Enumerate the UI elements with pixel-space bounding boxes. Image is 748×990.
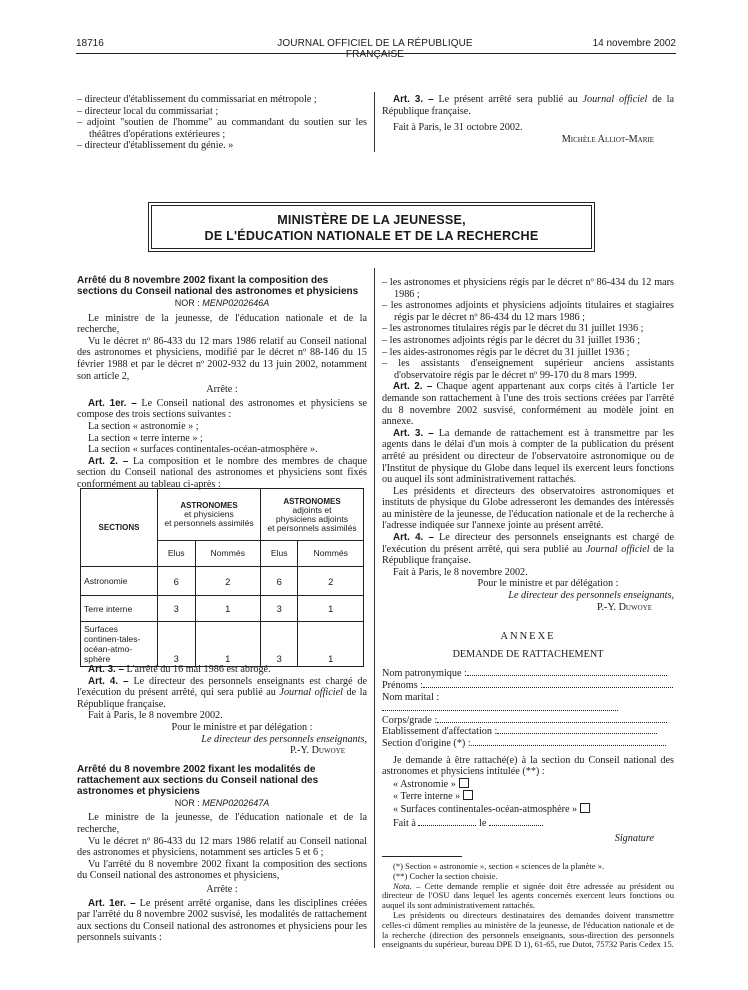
field-label: Section d'origine (*) : bbox=[382, 737, 471, 749]
article-label: Art. 3. – bbox=[88, 664, 124, 675]
fait-line: Fait à Paris, le 8 novembre 2002. bbox=[88, 710, 223, 722]
checkbox[interactable] bbox=[463, 790, 473, 800]
row-label: Terre interne bbox=[81, 596, 158, 622]
checkbox[interactable] bbox=[459, 778, 469, 788]
director-line: Le directeur des personnels enseignants, bbox=[201, 733, 367, 745]
list-item: – les assistants d'enseignement supérieur anciens assistants d'observatoire régis par le décret nº 99-170 du 8 mars 1999. bbox=[382, 358, 674, 381]
footnote: (**) Cocher la section choisie. bbox=[393, 870, 498, 881]
arrete-1-upper bbox=[77, 275, 367, 491]
table-header-group-1: ASTRONOMES et physiciens et personnels assimilés bbox=[158, 489, 261, 541]
option-label: « Surfaces continentales-océan-atmosphère » bbox=[393, 803, 578, 815]
nota-text: – Cette demande remplie et signée doit être adressée au président ou directeur de l'OSU dans lequel les agents concernés exercent leurs fonctions ou auquel ils sont administrativement rattachés. bbox=[382, 880, 674, 911]
nor-reference: NOR : MENP0202646A bbox=[174, 298, 270, 308]
form-field[interactable] bbox=[382, 738, 674, 750]
signatory: P.-Y. Duwoye bbox=[289, 745, 345, 757]
signatory: Michèle Alliot-Marie bbox=[561, 133, 654, 145]
article-text: La composition et le nombre des membres de chaque section du Conseil national des astronomes et physiciens sont fixés conformément au tableau ci-après : bbox=[77, 455, 367, 490]
list-item: – les astronomes adjoints et physiciens adjoints titulaires et stagiaires régis par le décret nº 86-434 du 12 mars 1986 ; bbox=[382, 300, 674, 323]
table-header-group-2: ASTRONOMES adjoints et physiciens adjoints et personnels assimilés bbox=[260, 489, 363, 541]
composition-table bbox=[80, 488, 364, 667]
article-text: Le présent arrêté organise, dans les disciplines créées par l'arrêté du 8 novembre 2002 susvisé, les modalités de rattachement aux sections du Conseil national des astronomes et physiciens pour les personnels suivants : bbox=[77, 897, 367, 944]
article-text: Chaque agent appartenant aux corps cités à l'article 1er demande son rattachement à l'une des trois sections créées par l'arrêté du 8 novembre 2002 susvisé, conformément au modèle joint en annexe. bbox=[382, 381, 674, 428]
checkbox[interactable] bbox=[580, 803, 590, 813]
article-text: La demande de rattachement est à transmettre par les agents dans le délai d'un mois à compter de la publication du présent arrêté au président ou directeur de l'observatoire astronomique ou de l'Institut de physique du Globe dans lequel ils exercent leurs fonctions ou auquel ils sont administrativement rattachés. bbox=[382, 427, 674, 486]
list-item: – les aides-astronomes régis par le décret du 31 juillet 1936 ; bbox=[382, 346, 630, 358]
list-item: – directeur d'établissement du génie. » bbox=[77, 140, 234, 152]
ministry-line-1: MINISTÈRE DE LA JEUNESSE, bbox=[277, 213, 466, 227]
article-text: Le Conseil national des astronomes et physiciens se compose des trois sections suivantes : bbox=[77, 397, 367, 421]
request-text: Je demande à être rattaché(e) à la section du Conseil national des astronomes et physiciens intitulée (**) : bbox=[382, 754, 674, 778]
arrete-title: Arrêté du 8 novembre 2002 fixant la composition des sections du Conseil national des astronomes et physiciens bbox=[77, 275, 359, 297]
field-label: Prénoms : bbox=[382, 680, 424, 691]
cell-value: 6 bbox=[260, 567, 298, 596]
nor-reference: NOR : MENP0202647A bbox=[174, 797, 270, 808]
option-label: « Astronomie » bbox=[393, 778, 456, 790]
director-line: Le directeur des personnels enseignants, bbox=[508, 590, 674, 602]
column-divider-main bbox=[374, 268, 375, 948]
option-terre-interne[interactable] bbox=[382, 790, 674, 803]
section-item: La section « astronomie » ; bbox=[88, 420, 199, 432]
list-item: – les astronomes adjoints régis par le décret du 31 juillet 1936 ; bbox=[382, 334, 641, 346]
field-label: Nom patronymique : bbox=[382, 668, 467, 680]
arrete-word: Arrête : bbox=[206, 883, 238, 895]
cell-value: 2 bbox=[298, 567, 364, 596]
cell-value: 3 bbox=[260, 596, 298, 622]
option-label: « Terre interne » bbox=[393, 791, 461, 803]
field-label: Corps/grade : bbox=[382, 714, 438, 726]
nor-code: MENP0202646A bbox=[202, 298, 270, 308]
footnote-rule bbox=[382, 856, 462, 857]
article-label: Art. 3. – bbox=[393, 427, 434, 439]
article-text: Le directeur des personnels enseignants est chargé de l'exécution du présent arrêté, qui sera publié au bbox=[77, 675, 367, 699]
header-rule bbox=[76, 53, 676, 54]
annex-title: ANNEXE bbox=[500, 631, 556, 643]
issue-date: 14 novembre 2002 bbox=[592, 38, 676, 49]
article-label: Art. 2. – bbox=[88, 455, 129, 467]
cell-value: 2 bbox=[195, 567, 260, 596]
table-row bbox=[81, 596, 364, 622]
ministry-line-2: DE L'ÉDUCATION NATIONALE ET DE LA RECHERCHE bbox=[204, 229, 539, 243]
arrete-1-lower bbox=[77, 664, 367, 944]
article-label: Art. 4. – bbox=[88, 675, 129, 687]
article-label: Art. 1er. – bbox=[88, 897, 136, 909]
row-label: Astronomie bbox=[81, 567, 158, 596]
table-subheader: Nommés bbox=[195, 541, 260, 567]
article-label: Art. 4. – bbox=[393, 532, 434, 544]
table-subheader: Elus bbox=[158, 541, 196, 567]
arrete-title: Arrêté du 8 novembre 2002 fixant les modalités de rattachement aux sections du Conseil national des astronomes et physiciens bbox=[77, 763, 319, 797]
option-astronomie[interactable] bbox=[382, 778, 674, 791]
table-row bbox=[81, 567, 364, 596]
option-surfaces[interactable] bbox=[382, 803, 674, 816]
table-row bbox=[81, 622, 364, 667]
cell-value: 3 bbox=[158, 622, 196, 667]
form-field[interactable] bbox=[382, 692, 674, 715]
table-subheader: Nommés bbox=[298, 541, 364, 567]
section-item: La section « terre interne » ; bbox=[88, 432, 203, 444]
ministry-heading-box bbox=[148, 202, 595, 252]
footnotes bbox=[382, 862, 674, 950]
cell-value: 3 bbox=[158, 596, 196, 622]
form-field[interactable] bbox=[382, 668, 674, 680]
field-label: Etablissement d'affectation : bbox=[382, 726, 498, 738]
cell-value: 1 bbox=[298, 596, 364, 622]
list-item: – adjoint "soutien de l'homme" au commandant du soutien sur les théâtres d'opérations extérieures ; bbox=[77, 117, 367, 140]
nota-label: Nota. bbox=[393, 880, 412, 891]
field-label: Nom marital : bbox=[382, 691, 440, 703]
article-text: de la République française. bbox=[382, 94, 675, 117]
paragraph: Le ministre de la jeunesse, de l'éducation nationale et de la recherche, bbox=[77, 812, 367, 835]
fait-line: Fait à Paris, le 8 novembre 2002. bbox=[393, 566, 528, 578]
footnote: (*) Section « astronomie », section « sciences de la planète ». bbox=[393, 861, 605, 871]
journal-title: JOURNAL OFFICIEL DE LA RÉPUBLIQUE FRANÇAISE bbox=[277, 38, 473, 60]
article-text: Le présent arrêté sera publié au bbox=[433, 94, 583, 105]
journal-name: Journal officiel bbox=[279, 687, 343, 699]
fait-line: Fait à Paris, le 31 octobre 2002. bbox=[393, 122, 523, 134]
fait-a-label: Fait à bbox=[393, 817, 416, 829]
paragraph: Les présidents et directeurs des observatoires astronomiques et instituts de physique du Globe adresseront les demandes des intéressés au ministère de la jeunesse, de l'éducation nationale et de la recherche à l'adresse indiquée sur l'annexe jointe au présent arrêté. bbox=[382, 485, 674, 532]
arrete-2-continuation bbox=[382, 277, 674, 845]
cell-value: 1 bbox=[195, 622, 260, 667]
delegation-line: Pour le ministre et par délégation : bbox=[477, 578, 619, 590]
journal-name: Journal officiel bbox=[585, 543, 650, 555]
form-field[interactable] bbox=[382, 680, 674, 692]
page-number: 18716 bbox=[76, 38, 104, 49]
cell-value: 1 bbox=[298, 622, 364, 667]
fait-a-line[interactable] bbox=[382, 818, 674, 830]
delegation-line: Pour le ministre et par délégation : bbox=[171, 721, 313, 733]
paragraph: Vu le décret nº 86-433 du 12 mars 1986 relatif au Conseil national des astronomes et physiciens, modifié par le décret nº 88-146 du 15 février 1988 et par le décret nº 2002-932 du 13 juin 2002, notamment son article 2, bbox=[77, 335, 367, 382]
form-field[interactable] bbox=[382, 726, 674, 738]
paragraph: Vu l'arrêté du 8 novembre 2002 fixant la composition des sections du Conseil national des astronomes et physiciens, bbox=[77, 858, 367, 882]
paragraph: Le ministre de la jeunesse, de l'éducation nationale et de la recherche, bbox=[77, 312, 367, 336]
footnote: Les présidents ou directeurs destinataires des demandes doivent transmettre celles-ci dûment remplies au ministère de la jeunesse, de l'éducation nationale et de la recherche (direction des personnels enseignants, sous-direction des personnels enseignants du supérieur, bureau DPE D 1), 61-65, rue Dutot, 75732 Paris Cedex 15. bbox=[382, 909, 674, 950]
cell-value: 1 bbox=[195, 596, 260, 622]
table-subheader: Elus bbox=[260, 541, 298, 567]
list-item: – les astronomes et physiciens régis par le décret nº 86-434 du 12 mars 1986 ; bbox=[382, 277, 674, 300]
le-label: le bbox=[479, 817, 487, 829]
list-item: – directeur local du commissariat ; bbox=[77, 105, 219, 117]
row-label: Surfaces continen-tales-océan-atmo-sphère bbox=[81, 622, 158, 667]
section-item: La section « surfaces continentales-océan-atmosphère ». bbox=[88, 444, 318, 456]
article-label: Art. 1er. – bbox=[88, 397, 137, 409]
paragraph: Vu le décret nº 86-433 du 12 mars 1986 relatif au Conseil national des astronomes et physiciens, notamment ses articles 5 et 6 ; bbox=[77, 835, 367, 859]
cell-value: 6 bbox=[158, 567, 196, 596]
article-label: Art. 3. – bbox=[393, 94, 434, 105]
annex-subtitle: DEMANDE DE RATTACHEMENT bbox=[452, 648, 604, 660]
list-item: – directeur d'établissement du commissariat en métropole ; bbox=[77, 94, 317, 105]
article-text: L'arrêté du 16 mai 1986 est abrogé. bbox=[123, 664, 271, 675]
table-header-sections: SECTIONS bbox=[81, 489, 158, 567]
journal-name: Journal officiel bbox=[582, 94, 648, 105]
signatory: P.-Y. Duwoye bbox=[596, 601, 652, 613]
article-text: de la République française. bbox=[77, 687, 368, 710]
top-right-closing bbox=[382, 94, 674, 145]
article-text: de la République française. bbox=[382, 543, 674, 567]
form-field[interactable] bbox=[382, 715, 674, 727]
article-text: Le directeur des personnels enseignants est chargé de l'exécution du présent arrêté, qui sera publié au bbox=[382, 532, 674, 555]
cell-value: 3 bbox=[260, 622, 298, 667]
list-item: – les astronomes titulaires régis par le décret du 31 juillet 1936 ; bbox=[382, 323, 644, 335]
top-left-continuation bbox=[77, 94, 367, 152]
arrete-word: Arrête : bbox=[206, 384, 238, 396]
signature-label: Signature bbox=[614, 833, 654, 845]
article-label: Art. 2. – bbox=[393, 381, 433, 393]
nor-code: MENP0202647A bbox=[202, 797, 270, 808]
column-divider-top bbox=[374, 92, 375, 152]
